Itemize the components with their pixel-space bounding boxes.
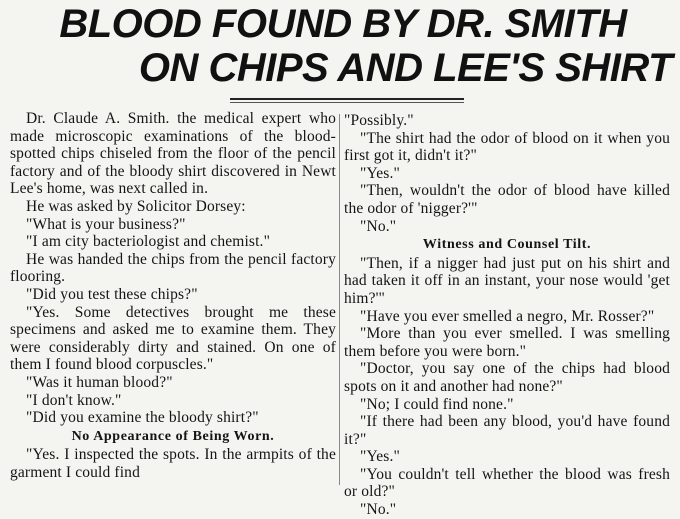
subheading: Witness and Counsel Tilt. xyxy=(422,237,592,253)
paragraph: "Then, wouldn't the odor of blood have killed the odor of 'nigger?'" xyxy=(344,182,670,217)
article-column-left xyxy=(10,110,336,485)
paragraph: "No." xyxy=(360,501,397,519)
paragraph: "No; I could find none." xyxy=(360,395,514,413)
paragraph: "I am city bacteriologist and chemist." xyxy=(26,233,271,251)
paragraph: "Yes. Some detectives brought me these specimens and asked me to examine them. They were considerably dirty and stained. On one of them I found blood corpuscles." xyxy=(10,303,336,374)
paragraph: "Possibly." xyxy=(344,112,414,129)
paragraph: "More than you ever smelled. I was smelling them before you were born." xyxy=(344,325,670,360)
paragraph: "Yes." xyxy=(360,448,400,466)
paragraph: "Doctor, you say one of the chips had blood spots on it and another had none?" xyxy=(344,360,670,395)
paragraph: "No." xyxy=(360,217,397,235)
paragraph: "The shirt had the odor of blood on it when you first got it, didn't it?" xyxy=(344,129,670,165)
subheading: No Appearance of Being Worn. xyxy=(71,428,275,444)
paragraph: "Did you test these chips?" xyxy=(26,285,198,303)
article-column-right xyxy=(344,112,670,519)
headline-rule xyxy=(230,98,464,100)
paragraph: Dr. Claude A. Smith. the medical expert who made microscopic examinations of the blood-spotted chips chiseled from the floor of the pencil factory and of the bloody shirt discovered in Newt Lee's home, was next called in. xyxy=(10,110,336,198)
paragraph: "I don't know." xyxy=(26,391,122,409)
paragraph: "What is your business?" xyxy=(26,215,186,233)
paragraph: "You couldn't tell whether the blood was fresh or old?" xyxy=(344,465,670,501)
paragraph: He was handed the chips from the pencil factory flooring. xyxy=(10,250,336,286)
headline-line-2: ON CHIPS AND LEE'S SHIRT xyxy=(138,46,672,90)
paragraph: "Was it human blood?" xyxy=(26,373,173,391)
column-divider xyxy=(339,114,340,485)
paragraph: He was asked by Solicitor Dorsey: xyxy=(26,197,246,215)
paragraph: "Did you examine the bloody shirt?" xyxy=(26,409,259,427)
paragraph: "Have you ever smelled a negro, Mr. Rosser?" xyxy=(360,307,655,325)
paragraph: "Yes." xyxy=(360,164,400,182)
paragraph: "Yes. I inspected the spots. In the armpits of the garment I could find xyxy=(10,446,336,481)
paragraph: "If there had been any blood, you'd have found it?" xyxy=(344,413,670,448)
headline-line-1: BLOOD FOUND BY DR. SMITH xyxy=(59,2,627,46)
paragraph: "Then, if a nigger had just put on his shirt and had taken it off in an instant, your nose would 'get him?'" xyxy=(344,254,670,307)
